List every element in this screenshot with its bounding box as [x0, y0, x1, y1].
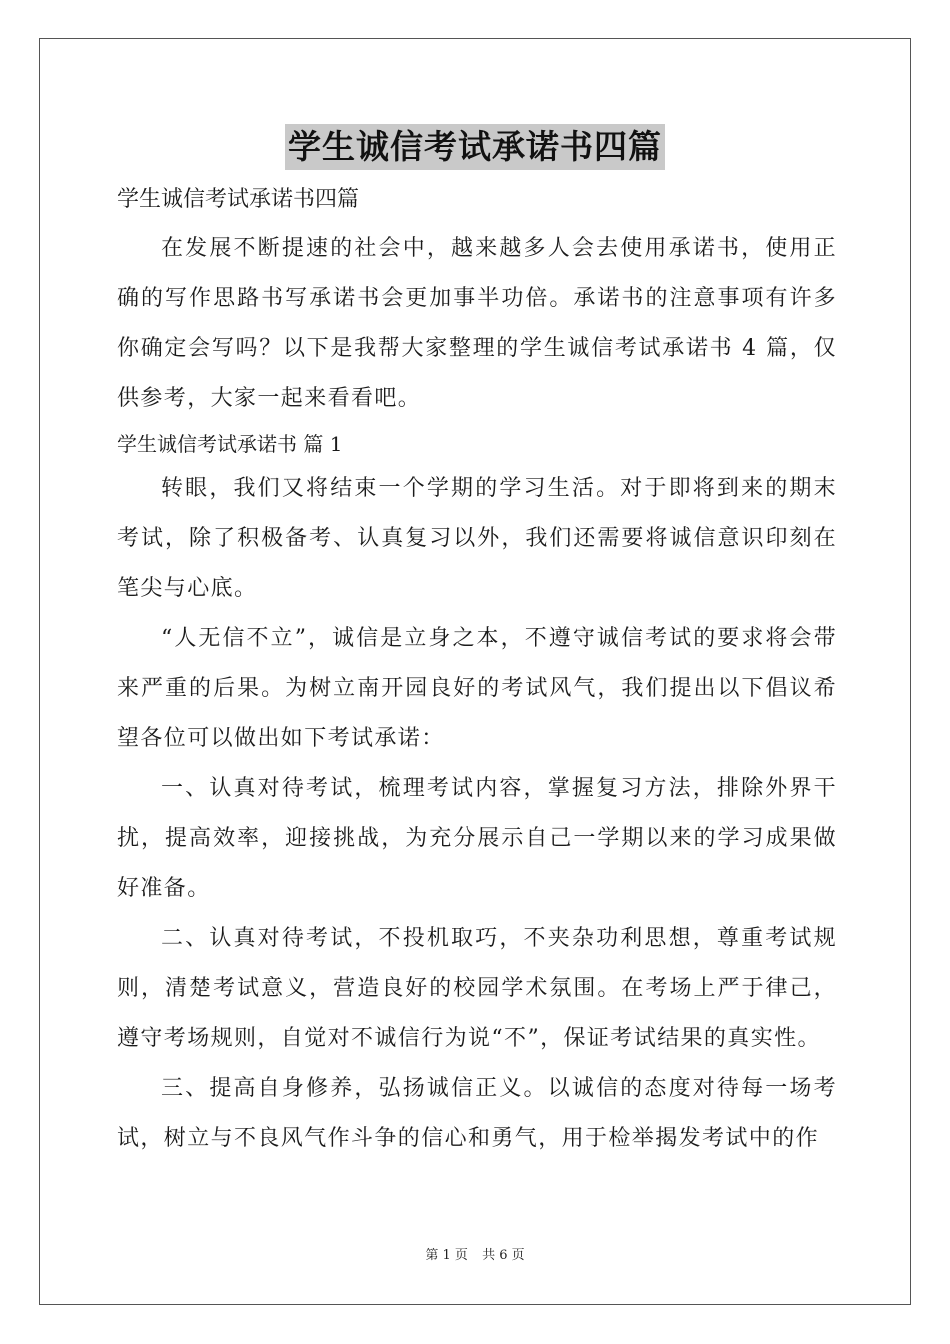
- document-body: [117, 180, 837, 1164]
- page-total: 共 6 页: [482, 1248, 525, 1263]
- body-paragraph-3: 一、认真对待考试，梳理考试内容，掌握复习方法，排除外界干扰，提高效率，迎接挑战，为充分展示自己一学期以来的学习成果做好准备。: [117, 776, 837, 901]
- document-title: 学生诚信考试承诺书四篇: [285, 124, 665, 170]
- body-paragraph-5: 三、提高自身修养，弘扬诚信正义。以诚信的态度对待每一场考试，树立与不良风气作斗争的信心和勇气，用于检举揭发考试中的作: [117, 1076, 837, 1151]
- page-footer: [0, 1244, 950, 1263]
- document-subtitle: 学生诚信考试承诺书四篇: [117, 187, 360, 212]
- intro-paragraph: 在发展不断提速的社会中，越来越多人会去使用承诺书，使用正确的写作思路书写承诺书会更加事半功倍。承诺书的注意事项有许多你确定会写吗？以下是我帮大家整理的学生诚信考试承诺书 4 篇，仅供参考，大家一起来看看吧。: [117, 236, 837, 411]
- page-number: 第 1 页: [425, 1248, 468, 1263]
- body-paragraph-2: “人无信不立”，诚信是立身之本，不遵守诚信考试的要求将会带来严重的后果。为树立南开园良好的考试风气，我们提出以下倡议希望各位可以做出如下考试承诺：: [117, 626, 837, 751]
- body-paragraph-1: 转眼，我们又将结束一个学期的学习生活。对于即将到来的期末考试，除了积极备考、认真复习以外，我们还需要将诚信意识印刻在笔尖与心底。: [117, 476, 837, 601]
- title-container: [0, 124, 950, 170]
- section-heading: 学生诚信考试承诺书 篇 1: [117, 432, 343, 456]
- body-paragraph-4: 二、认真对待考试，不投机取巧，不夹杂功利思想，尊重考试规则，清楚考试意义，营造良好的校园学术氛围。在考场上严于律己，遵守考场规则，自觉对不诚信行为说“不”，保证考试结果的真实性。: [117, 926, 837, 1051]
